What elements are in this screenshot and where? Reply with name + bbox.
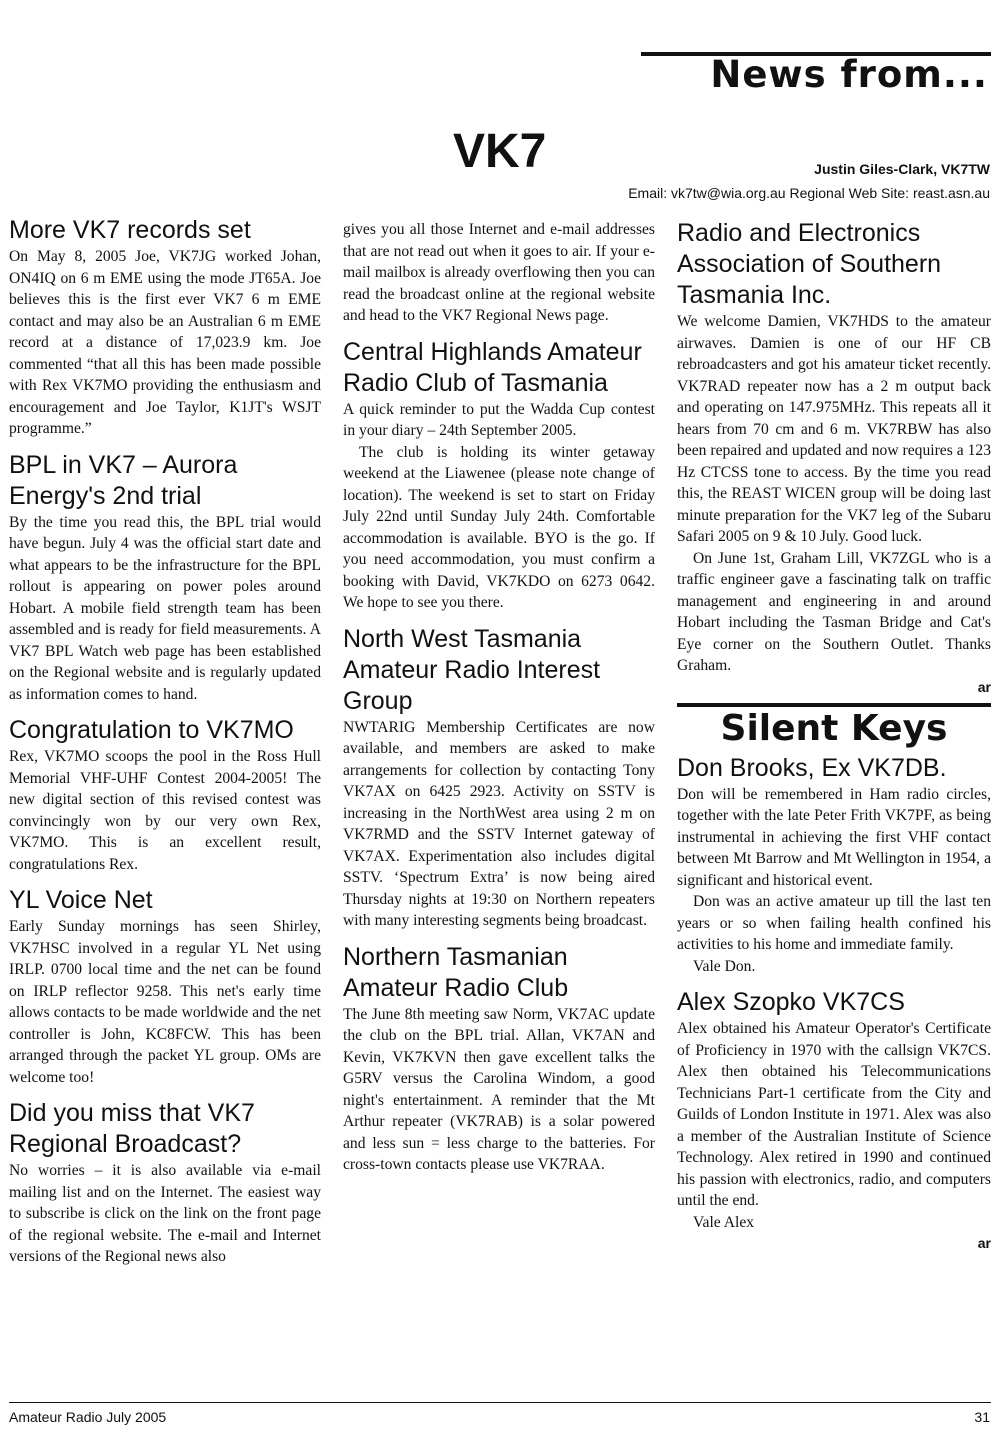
article-end-mark: ar: [977, 678, 991, 695]
article-body: A quick reminder to put the Wadda Cup contest in your diary – 24th September 2005.: [343, 400, 655, 439]
article-heading: BPL in VK7 – Aurora Energy's 2nd trial: [9, 450, 238, 510]
article-heading: North West Tasmania Amateur Radio Interest Group: [343, 624, 601, 715]
article-heading: Northern Tasmanian Amateur Radio Club: [343, 942, 569, 1002]
article-body: By the time you read this, the BPL trial would have begun. July 4 was the official start date and what appears to be the infrastructure for the BPL rollout is appearing on power poles around Hobart. A mobile field strength team has been assembled and is ready for field measurements. A VK7 BPL Watch web page has been established on the Regional website and is regularly updated as information comes to hand.: [9, 513, 321, 703]
article-body: gives you all those Internet and e-mail addresses that are not read out when it goes to air. If your e-mail mailbox is already overflowing then you can read the broadcast online at the regional website and head to the VK7 Regional News page.: [343, 221, 655, 324]
article-body: The June 8th meeting saw Norm, VK7AC update the club on the BPL trial. Allan, VK7AN and Kevin, VK7KVN then gave excellent talks the G5RV versus the Carolina Windom, a good night's entertainment. A reminder that the Mt Arthur repeater (VK7RAB) is a solar powered and less sun = less charge to the batteries. For cross-town contacts please use VK7RAA.: [343, 1005, 655, 1173]
footer-page-number: 31: [974, 1409, 990, 1425]
footer-publication: Amateur Radio July 2005: [9, 1409, 167, 1425]
column-right: [677, 218, 991, 1251]
silent-keys-rule: [677, 703, 991, 707]
article-heading: YL Voice Net: [9, 886, 153, 914]
article-yl-net: [9, 885, 321, 1088]
article-reast: [677, 218, 991, 695]
article-body: Don was an active amateur up till the last ten years or so when failing health confined his activities to his home and immediate family.: [677, 893, 991, 953]
article-body: Don will be remembered in Ham radio circles, together with the late Peter Frith VK7PF, as being instrumental in achieving the first VHF contact between Mt Barrow and Mt Wellington in 1954, a significant and historical event.: [677, 785, 991, 889]
obituary-alex-szopko: [677, 987, 991, 1251]
contact-line: Email: vk7tw@wia.org.au Regional Web Site: reast.asn.au: [628, 185, 990, 201]
article-body: On June 1st, Graham Lill, VK7ZGL who is a traffic engineer gave a fascinating talk on traffic management and engineering in and around Hobart including the Tasman Bridge and Cat's Eye corner on the Southern Outlet. Thanks Graham.: [677, 549, 991, 674]
article-northern-tasmanian: [343, 942, 655, 1176]
article-broadcast: [9, 1098, 321, 1268]
article-central-highlands: [343, 337, 655, 614]
article-heading: Central Highlands Amateur Radio Club of Tasmania: [343, 337, 642, 397]
article-body: On May 8, 2005 Joe, VK7JG worked Johan, ON4IQ on 6 m EME using the mode JT65A. Joe believes this is the first ever VK7 6 m EME contact and may also be an Australian 6 m EME record at a distance of 17,023.9 km. Joe commented “that all this has been made possible with Rex VK7MO providing the enthusiasm and encouragement and Joe Taylor, K1JT's WSJT programme.”: [9, 248, 321, 437]
article-heading: Radio and Electronics Association of Southern Tasmania Inc.: [677, 219, 942, 309]
footer-rule: [9, 1402, 991, 1403]
column-left: [9, 215, 321, 1278]
article-north-west: [343, 624, 655, 932]
column-middle: [343, 219, 655, 1186]
article-heading: Congratulation to VK7MO: [9, 716, 294, 744]
article-heading: More VK7 records set: [9, 216, 251, 244]
article-records: [9, 215, 321, 440]
article-body: NWTARIG Membership Certificates are now available, and members are asked to make arrangements for collection by contacting Tony VK7AX on 6425 2923. Activity on SSTV is increasing in the NorthWest area using 2 m on VK7RMD and the SSTV Internet gateway of VK7AX. Experimentation also includes digital SSTV. ‘Spectrum Extra’ is now being aired Thursday nights at 19:30 on Northern repeaters with many interesting segments being broadcast.: [343, 718, 655, 929]
silent-keys-title: Silent Keys: [720, 707, 948, 749]
region-title: VK7: [453, 125, 547, 178]
author-byline: Justin Giles-Clark, VK7TW: [814, 161, 990, 177]
article-body: Vale Alex: [693, 1213, 755, 1231]
article-body: Early Sunday mornings has seen Shirley, VK7HSC involved in a regular YL Net using IRLP. 0700 local time and the net can be found on IRLP reflector 9258. This net's early time allows contacts to be made worldwide and the net controller is John, KC8FCW. This has been arranged through the packet YL group. OMs are welcome too!: [9, 918, 321, 1086]
article-body: Alex obtained his Amateur Operator's Certificate of Proficiency in 1970 with the callsign VK7CS. Alex then obtained his Telecommunications Technicians Part-1 certificate from the City and Guilds of London Institute in 1971. Alex was also a member of the Australian Institute of Science Technology. Alex retired in 1990 and continued his passion with electronics, radio, and computers until the end.: [677, 1020, 991, 1209]
article-body: Rex, VK7MO scoops the pool in the Ross Hull Memorial VHF-UHF Contest 2004-2005! The new digital section of this revised contest was convincingly won by our very own Rex, VK7MO. This is an excellent result, congratulations Rex.: [9, 748, 321, 873]
article-heading: Don Brooks, Ex VK7DB.: [677, 753, 947, 782]
article-body: The club is holding its winter getaway weekend at the Liawenee (please note change of location). The weekend is set to start on Friday July 22nd until Sunday July 24th. Comfortable accommodation is available. BYO is the go. If you need accommodation, you must confirm a booking with David, VK7KDO on 6273 0642. We hope to see you there.: [343, 443, 655, 611]
article-body: Vale Don.: [693, 957, 756, 975]
article-heading: Did you miss that VK7 Regional Broadcast?: [9, 1099, 255, 1158]
obituary-don-brooks: [677, 753, 991, 978]
article-heading: Alex Szopko VK7CS: [677, 988, 905, 1016]
article-bpl: [9, 450, 321, 706]
article-body: We welcome Damien, VK7HDS to the amateur airwaves. Damien is one of our HF CB rebroadcasters and got his amateur ticket recently. VK7RAD repeater now has a 2 m output back and operating on 147.975MHz. This repeats all it hears from 70 cm and 6 m. VK7RBW has also been repaired and updated and now requires a 123 Hz CTCSS tone to access. By the time you read this, the REAST WICEN group will be doing last minute preparation for the VK7 leg of the Subaru Safari 2005 on 9 & 10 July. Good luck.: [677, 313, 991, 545]
article-body: No worries – it is also available via e-mail mailing list and on the Internet. The easiest way to subscribe is click on the link on the front page of the regional website. The e-mail and Internet versions of the Regional news also: [9, 1162, 321, 1265]
article-broadcast-continued: [343, 219, 655, 327]
section-banner: News from...: [710, 53, 988, 96]
article-congratulation: [9, 715, 321, 875]
article-end-mark: ar: [977, 1235, 991, 1251]
